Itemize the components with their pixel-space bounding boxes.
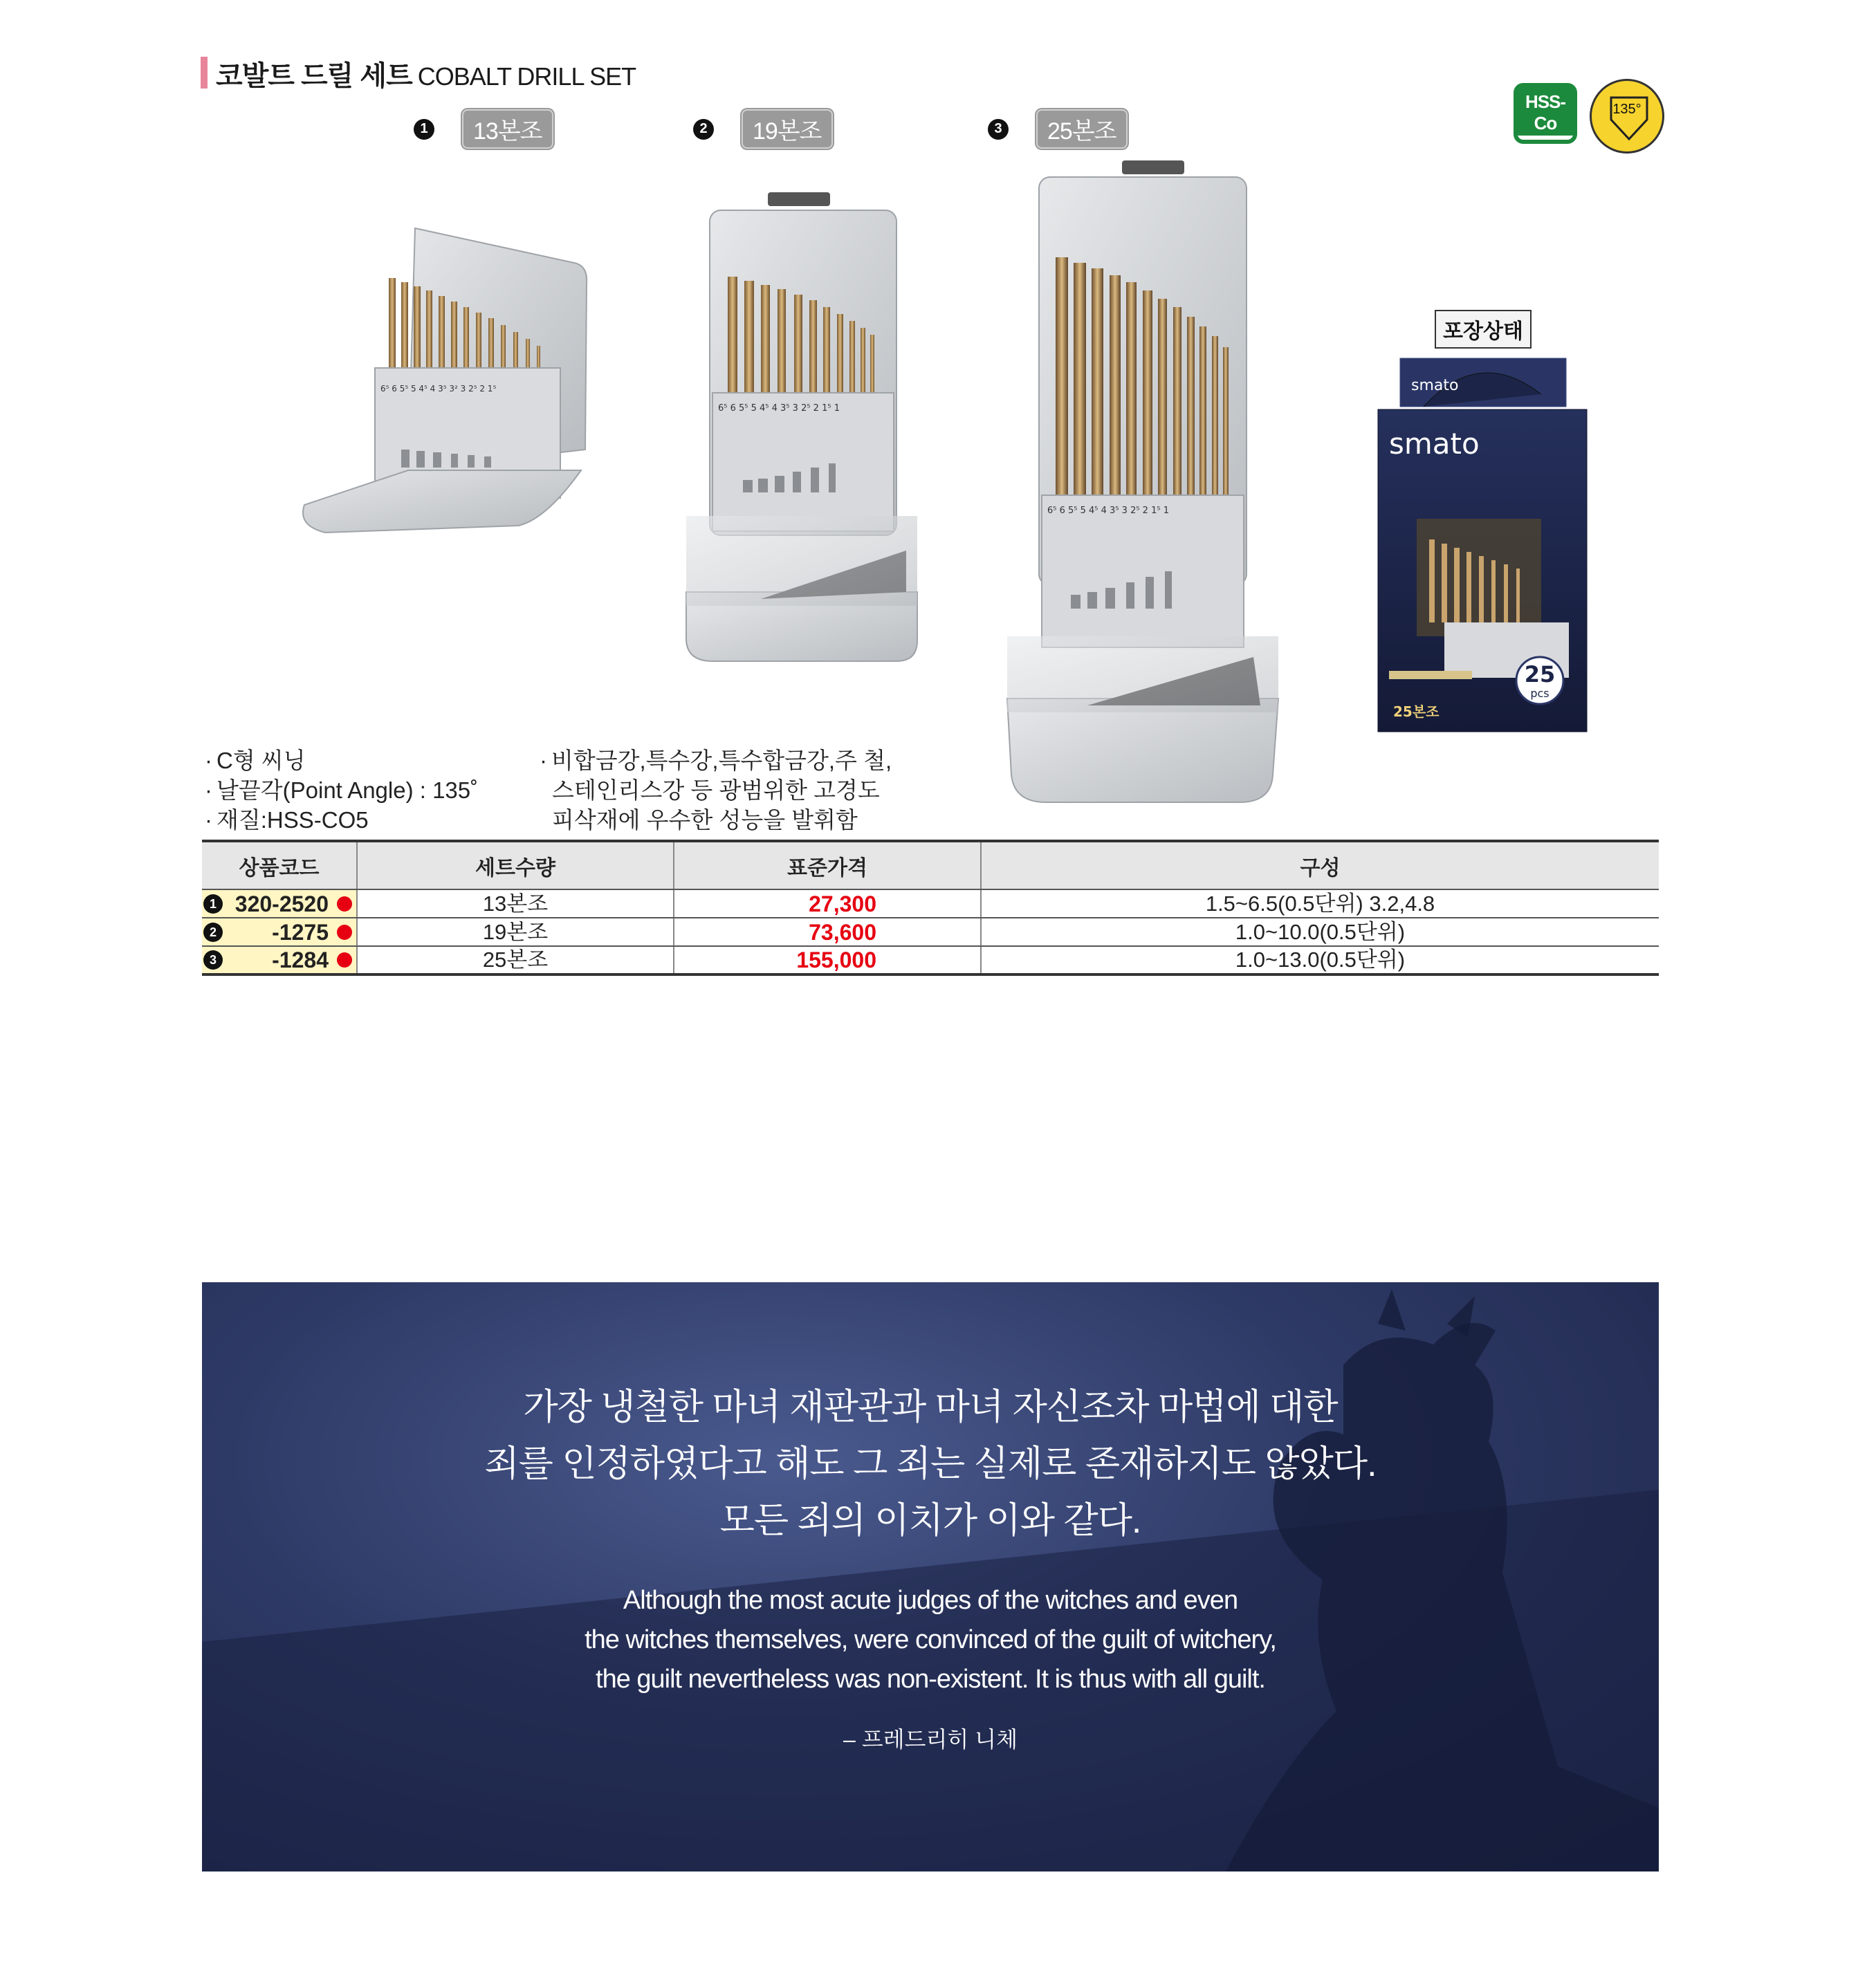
- cell-spec: 1.0~13.0(0.5단위): [981, 946, 1659, 974]
- cell-qty: 25본조: [357, 946, 674, 974]
- row-number: 2: [203, 923, 223, 942]
- product-code: -1284: [272, 948, 329, 972]
- quote-ko-line: 죄를 인정하였다고 해도 그 죄는 실제로 존재하지도 않았다.: [484, 1444, 1377, 1484]
- header-set-qty: 세트수량: [357, 841, 674, 889]
- packaging-label: 포장상태: [1435, 310, 1532, 349]
- cell-price: 27,300: [674, 889, 981, 918]
- set-label-2: [693, 109, 833, 149]
- feature-item: · 날끝각(Point Angle) : 135˚: [205, 775, 478, 805]
- page-title-ko: 코발트 드릴 세트: [216, 61, 412, 91]
- table-row: [202, 918, 1659, 946]
- row-number: 3: [203, 950, 223, 970]
- point-angle-badge: [1590, 79, 1664, 154]
- quote-korean: [202, 1379, 1659, 1549]
- cell-qty: 19본조: [357, 918, 674, 946]
- cell-code: [202, 946, 357, 974]
- red-dot-icon: [337, 925, 352, 940]
- cell-qty: 13본조: [357, 889, 674, 918]
- feature-item-continued: 피삭재에 우수한 성능을 발휘함: [552, 807, 858, 833]
- drill-set-25-image: [1004, 159, 1281, 809]
- point-angle-label: 135°: [1612, 102, 1642, 117]
- feature-item: · 비합금강,특수강,특수합금강,주 철,: [540, 746, 892, 775]
- feature-list-left: [205, 746, 478, 835]
- page-title-en: COBALT DRILL SET: [417, 62, 636, 91]
- packaging-box-image: [1375, 353, 1590, 733]
- header-composition: 구성: [981, 841, 1659, 889]
- quote-english: [202, 1581, 1659, 1699]
- packaging-brand: smato: [1389, 427, 1480, 461]
- title-accent-bar: [201, 57, 208, 89]
- cell-spec: 1.5~6.5(0.5단위) 3.2,4.8: [981, 889, 1659, 918]
- cell-spec: 1.0~10.0(0.5단위): [981, 918, 1659, 946]
- quote-en-line: the guilt nevertheless was non-existent. It is thus with all guilt.: [596, 1665, 1265, 1694]
- drill-set-13-image: [297, 221, 602, 553]
- cell-code: [202, 918, 357, 946]
- table-row: [202, 946, 1659, 974]
- drill-set-19-image: [685, 191, 920, 668]
- feature-list-right: [540, 746, 892, 835]
- quote-banner: [202, 1282, 1659, 1871]
- set-number-3: 3: [988, 119, 1009, 140]
- set-label-1: [414, 109, 553, 149]
- set-chip-3: 25본조: [1036, 109, 1128, 149]
- cell-price: 73,600: [674, 918, 981, 946]
- set-chip-1: 13본조: [462, 109, 553, 149]
- drill-size-labels-25: 6⁵ 6 5⁵ 5 4⁵ 4 3⁵ 3 2⁵ 2 1⁵ 1: [1047, 506, 1169, 516]
- quote-ko-line: 모든 죄의 이치가 이와 같다.: [719, 1501, 1141, 1541]
- header-product-code: 상품코드: [202, 841, 357, 889]
- quote-en-line: Although the most acute judges of the witches and even: [623, 1586, 1238, 1615]
- feature-item-continued: 스테인리스강 등 광범위한 고경도: [552, 777, 880, 803]
- drill-size-labels-19: 6⁵ 6 5⁵ 5 4⁵ 4 3⁵ 3 2⁵ 2 1⁵ 1: [718, 403, 840, 414]
- feature-item: · 재질:HSS-CO5: [205, 805, 478, 835]
- set-number-2: 2: [693, 119, 714, 140]
- table-row: [202, 889, 1659, 918]
- row-number: 1: [203, 894, 223, 914]
- feature-item: · C형 씨닝: [205, 746, 478, 775]
- packaging-brand-small: smato: [1411, 377, 1459, 394]
- packaging-box-name: 25본조: [1393, 703, 1440, 720]
- red-dot-icon: [337, 896, 352, 912]
- set-chip-2: 19본조: [742, 109, 833, 149]
- product-code: 320-2520: [234, 891, 329, 916]
- packaging-count: 25: [1524, 661, 1556, 687]
- hss-co-badge: [1514, 83, 1577, 144]
- drill-size-labels-13: 6⁵ 6 5⁵ 5 4⁵ 4 3⁵ 3² 3 2⁵ 2 1⁵: [380, 384, 497, 394]
- set-label-3: [988, 109, 1128, 149]
- red-dot-icon: [337, 952, 352, 968]
- cell-price: 155,000: [674, 946, 981, 974]
- packaging-count-unit: pcs: [1530, 687, 1549, 700]
- quote-ko-line: 가장 냉철한 마녀 재판관과 마녀 자신조차 마법에 대한: [523, 1387, 1338, 1427]
- spec-table: [202, 840, 1659, 976]
- hss-badge-label: HSS-Co: [1515, 90, 1576, 136]
- page-title: [216, 54, 636, 93]
- table-header-row: [202, 841, 1659, 889]
- devil-shadow-illustration: [202, 1282, 1659, 1871]
- quote-en-line: the witches themselves, were convinced of the guilt of witchery,: [585, 1625, 1276, 1654]
- cell-code: [202, 889, 357, 918]
- product-code: -1275: [272, 919, 329, 945]
- set-number-1: 1: [414, 119, 434, 140]
- quote-author: – 프레드리히 니체: [843, 1727, 1018, 1752]
- header-standard-price: 표준가격: [674, 841, 981, 889]
